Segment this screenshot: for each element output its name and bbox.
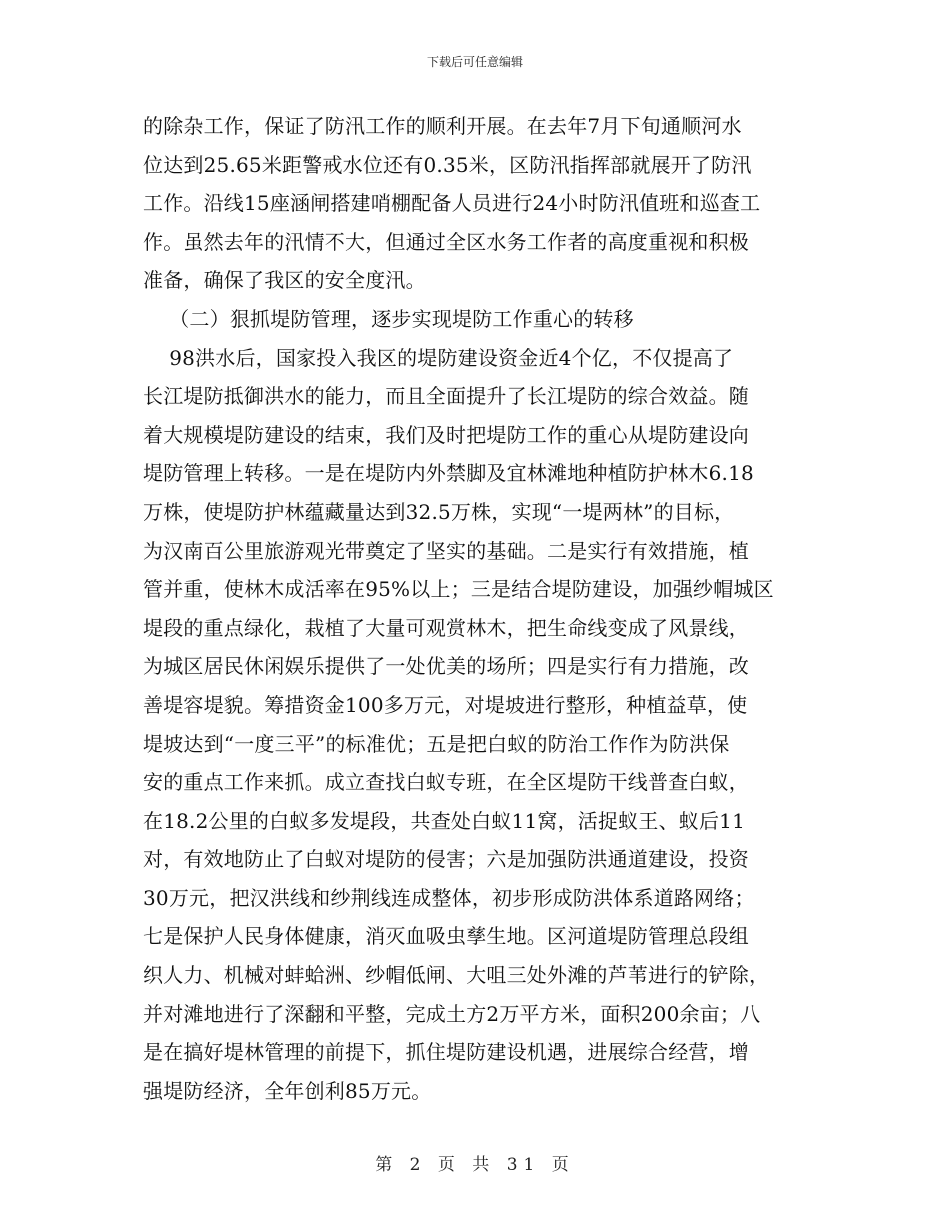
text-line: 作。虽然去年的汛情不大，但通过全区水务工作者的高度重视和积极: [143, 229, 749, 254]
text-line: 准备，确保了我区的安全度汛。: [143, 268, 426, 293]
document-body: [143, 107, 813, 1110]
text-line: 强堤防经济，全年创利85万元。: [143, 1078, 432, 1103]
text-line: 堤防管理上转移。一是在堤防内外禁脚及宜林滩地种植防护林木6.18: [143, 461, 754, 486]
text-line: 的除杂工作，保证了防汛工作的顺利开展。在去年7月下旬通顺河水: [143, 114, 742, 138]
text-line: 长江堤防抵御洪水的能力，而且全面提升了长江堤防的综合效益。随: [143, 384, 749, 409]
text-line: 为城区居民休闲娱乐提供了一处优美的场所；四是实行有力措施，改: [143, 654, 749, 679]
text-line: 98洪水后，国家投入我区的堤防建设资金近4个亿，不仅提高了: [143, 345, 734, 370]
text-line: 管并重，使林木成活率在95%以上；三是结合堤防建设，加强纱帽城区: [143, 577, 774, 602]
text-line: 是在搞好堤林管理的前提下，抓住堤防建设机遇，进展综合经营，增: [143, 1040, 749, 1065]
text-line: 善堤容堤貌。筹措资金100多万元，对堤坡进行整形，种植益草，使: [143, 692, 748, 717]
text-line: 并对滩地进行了深翻和平整，完成土方2万平方米，面积200余亩；八: [143, 1001, 761, 1026]
text-line: 万株，使堤防护林蕴藏量达到32.5万株，实现“一堤两林”的目标，: [143, 499, 735, 524]
text-line: 工作。沿线15座涵闸搭建哨棚配备人员进行24小时防汛值班和巡查工: [143, 191, 761, 216]
text-line: 为汉南百公里旅游观光带奠定了坚实的基础。二是实行有效措施，植: [143, 538, 749, 563]
text-line: 安的重点工作来抓。成立查找白蚁专班，在全区堤防干线普查白蚁，: [143, 770, 749, 795]
text-line: 着大规模堤防建设的结束，我们及时把堤防工作的重心从堤防建设向: [143, 422, 749, 447]
text-line: 织人力、机械对蚌蛤洲、纱帽低闸、大咀三处外滩的芦苇进行的铲除，: [143, 963, 770, 988]
text-line: 位达到25.65米距警戒水位还有0.35米，区防汛指挥部就展开了防汛: [143, 152, 752, 177]
text-line: 对，有效地防止了白蚁对堤防的侵害；六是加强防洪通道建设，投资: [143, 847, 749, 872]
text-line: 在18.2公里的白蚁多发堤段，共查处白蚁11窝，活捉蚁王、蚁后11: [143, 808, 746, 833]
text-line: 堤段的重点绿化，栽植了大量可观赏林木，把生命线变成了风景线，: [143, 615, 749, 640]
text-line: 30万元，把汉洪线和纱荆线连成整体，初步形成防洪体系道路网络；: [143, 885, 755, 910]
text-line: 堤坡达到“一度三平”的标准优；五是把白蚁的防治工作作为防洪保: [143, 731, 730, 756]
page-footer: 第 2 页 共 31 页: [375, 1155, 575, 1175]
section-heading: （二）狠抓堤防管理，逐步实现堤防工作重心的转移: [143, 306, 634, 331]
text-line: 七是保护人民身体健康，消灭血吸虫孳生地。区河道堤防管理总段组: [143, 924, 749, 949]
page-header: 下载后可任意编辑: [426, 55, 523, 69]
